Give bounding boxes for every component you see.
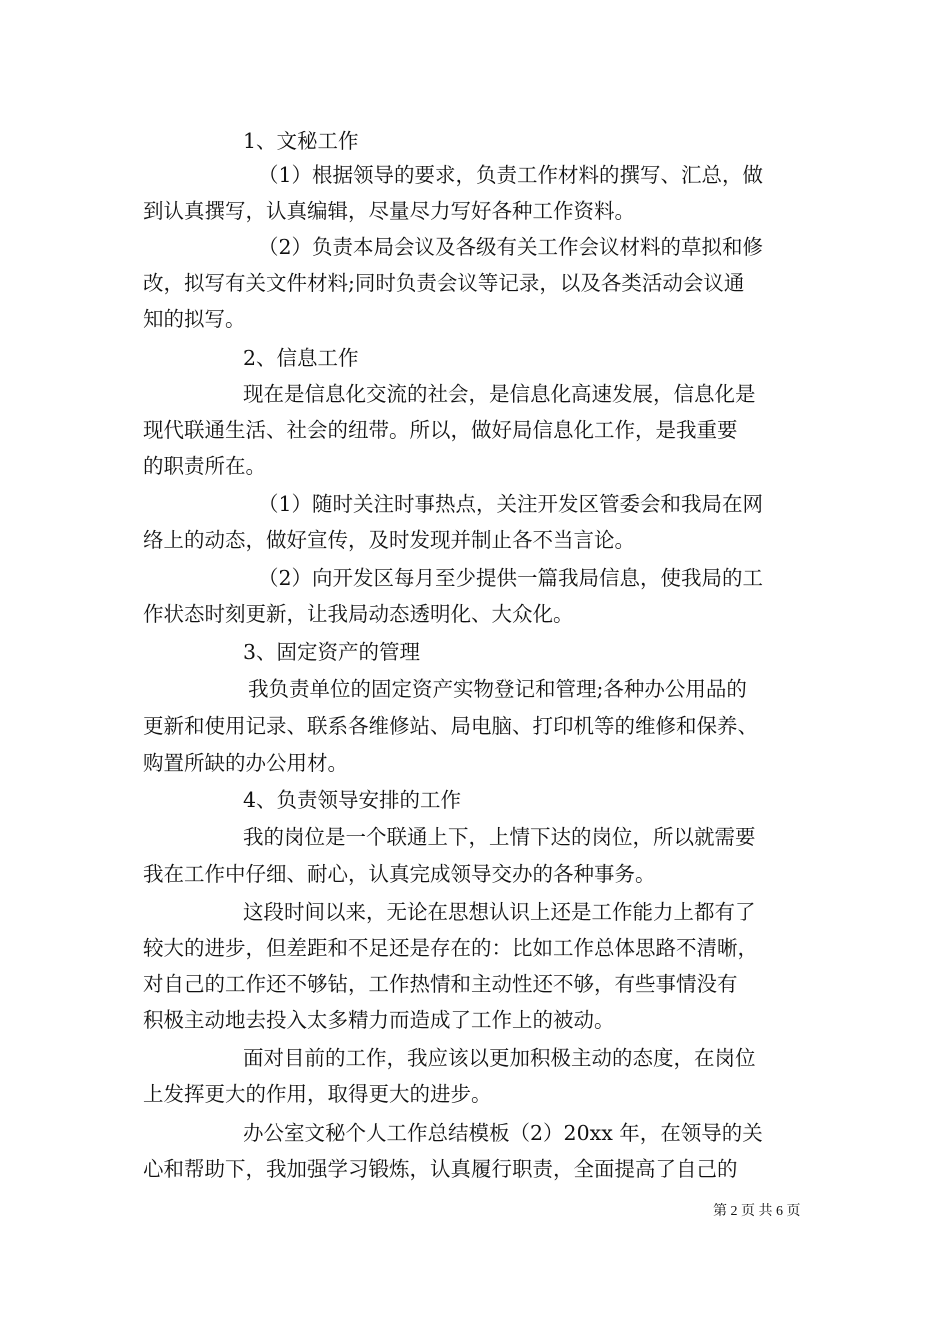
text-line: 我在工作中仔细、耐心，认真完成领导交办的各种事务。: [143, 862, 656, 886]
text-line: 现代联通生活、社会的纽带。所以，做好局信息化工作，是我重要: [143, 418, 738, 442]
text-line: 2、信息工作: [243, 346, 359, 370]
text-line: （2）负责本局会议及各级有关工作会议材料的草拟和修: [258, 235, 764, 259]
text-line: 对自己的工作还不够钻，工作热情和主动性还不够，有些事情没有: [143, 972, 738, 996]
page-number-footer: 第 2 页 共 6 页: [713, 1204, 801, 1219]
text-line: 知的拟写。: [143, 307, 246, 331]
text-line: 现在是信息化交流的社会，是信息化高速发展，信息化是: [243, 382, 756, 406]
text-line: （1）根据领导的要求，负责工作材料的撰写、汇总，做: [258, 163, 764, 187]
text-line: 积极主动地去投入太多精力而造成了工作上的被动。: [143, 1008, 615, 1032]
text-line: 4、负责领导安排的工作: [243, 788, 462, 812]
text-line: 购置所缺的办公用材。: [143, 751, 348, 775]
text-line: 较大的进步，但差距和不足还是存在的：比如工作总体思路不清晰，: [143, 936, 758, 960]
text-line: 这段时间以来，无论在思想认识上还是工作能力上都有了: [243, 900, 756, 924]
text-line: 1、文秘工作: [243, 129, 359, 153]
text-line: 的职责所在。: [143, 454, 266, 478]
text-line: 3、固定资产的管理: [243, 640, 421, 664]
text-line: 更新和使用记录、联系各维修站、局电脑、打印机等的维修和保养、: [143, 714, 758, 738]
text-line: 面对目前的工作，我应该以更加积极主动的态度，在岗位: [243, 1046, 756, 1070]
text-line: 我的岗位是一个联通上下，上情下达的岗位，所以就需要: [243, 825, 756, 849]
text-line: （1）随时关注时事热点，关注开发区管委会和我局在网: [258, 492, 764, 516]
text-line: 改，拟写有关文件材料;同时负责会议等记录，以及各类活动会议通: [143, 271, 745, 295]
text-line: （2）向开发区每月至少提供一篇我局信息，使我局的工: [258, 566, 764, 590]
text-line: 到认真撰写，认真编辑，尽量尽力写好各种工作资料。: [143, 199, 635, 223]
text-line: 办公室文秘个人工作总结模板（2）20xx 年，在领导的关: [243, 1121, 763, 1145]
text-line: 络上的动态，做好宣传，及时发现并制止各不当言论。: [143, 528, 635, 552]
text-line: 我负责单位的固定资产实物登记和管理;各种办公用品的: [248, 677, 747, 701]
text-line: 心和帮助下，我加强学习锻炼，认真履行职责，全面提高了自己的: [143, 1157, 738, 1181]
text-line: 上发挥更大的作用，取得更大的进步。: [143, 1082, 492, 1106]
text-line: 作状态时刻更新，让我局动态透明化、大众化。: [143, 602, 574, 626]
